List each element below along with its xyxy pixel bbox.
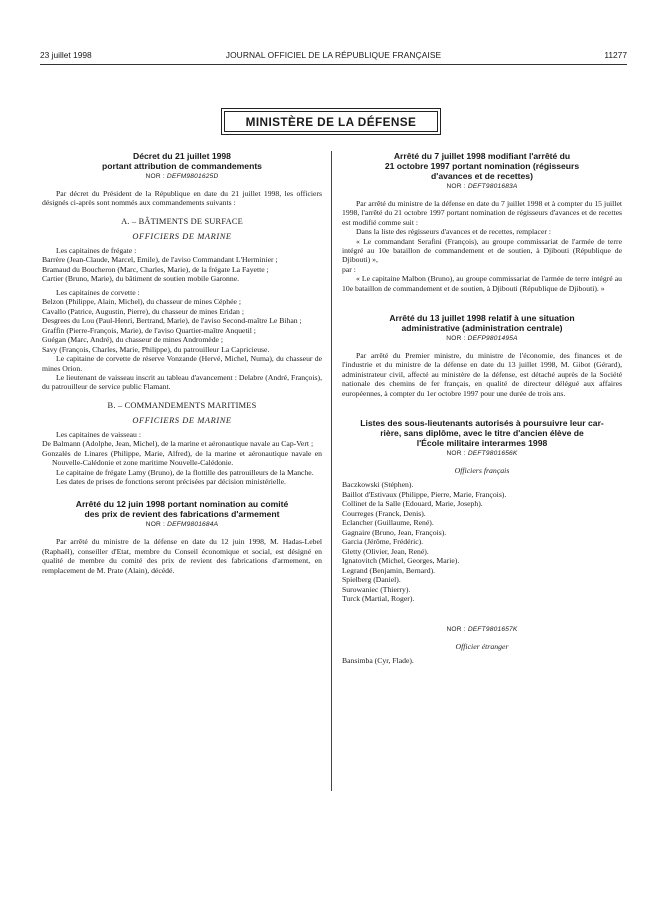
arrete-13-juillet-title: Arrêté du 13 juillet 1998 relatif à une situation administrative (administration centrale) [389,313,575,334]
group-label: Les capitaines de vaisseau : [56,429,141,439]
list-item: Bramaud du Boucheron (Marc, Charles, Marie), de la frégate La Fayette ; [42,264,269,274]
list-item: Surowaniec (Thierry). [342,584,411,594]
arrete-7-juillet-nor: NOR : DEFT9801683A [446,183,518,190]
section-b-title: B. – COMMANDEMENTS MARITIMES [107,400,257,410]
listes-title: Listes des sous-lieutenants autorisés à poursuivre leur car- rière, sans diplôme, avec le titre d'ancien élève de l'École militaire interarmes 1998 [360,418,604,449]
list-item: Bansimba (Cyr, Flade). [342,655,414,665]
officiers-francais-list [342,480,622,604]
section-b-subtitle: OFFICIERS DE MARINE [132,415,232,425]
section-a-subtitle: OFFICIERS DE MARINE [132,231,232,241]
arrete-7-juillet-title: Arrêté du 7 juillet 1998 modifiant l'arrêté du 21 octobre 1997 portant nomination (régisseurs d'avances et de recettes) [384,151,580,181]
list-item: Turck (Martial, Roger). [342,594,415,604]
decree-title: Décret du 21 juillet 1998 portant attribution de commandements [102,151,262,171]
header-journal-title: JOURNAL OFFICIEL DE LA RÉPUBLIQUE FRANÇAISE [225,50,442,60]
officier-etranger-label: Officier étranger [455,641,509,651]
officiers-francais-label: Officiers français [454,466,510,476]
list-item: Cavallo (Patrice, Augustin, Pierre), du chasseur de mines Eridan ; [42,306,244,316]
list-item: Collinet de la Salle (Edouard, Marie, Joseph). [342,499,483,509]
page-header [40,50,627,64]
group-label: Les capitaines de corvette : [56,287,140,297]
paragraph: Par arrêté du ministre de la défense en date du 7 juillet 1998 et à compter du 15 juillet 1998, l'arrêté du 21 octobre 1997 portant nomination de régisseurs d'avances et de recettes est modifié comme suit : [342,199,622,227]
section-a-title: A. – BÂTIMENTS DE SURFACE [121,216,243,226]
paragraph: Dans la liste des régisseurs d'avances et de recettes, remplacer : [356,227,551,237]
paragraph: « Le commandant Serafini (François), au groupe commissariat de l'armée de terre intégré au 10e bataillon de commandement et de soutien, à Djibouti (République de Djibouti) », [342,236,622,265]
list-item: Eclancher (Guillaume, René). [342,518,434,528]
arrete-12-juin-body: Par arrêté du ministre de la défense en date du 12 juin 1998, M. Hadas-Lebel (Raphaël), conseiller d'Etat, membre du Conseil économique et social, est désigné en qualité de membre du comité des prix de revient des fabrications d'armement, en remplacement de M. Prate (Alain), décédé. [42,537,322,575]
paragraph: « Le capitaine Malbon (Bruno), au groupe commissariat de l'armée de terre intégré au 10e bataillon de commandement et de soutien, à Djibouti (République de Djibouti). » [342,274,622,293]
list-item: Legrand (Benjamin, Bernard). [342,565,436,575]
list-item: Baillot d'Estivaux (Philippe, Pierre, Marie, François). [342,489,507,499]
header-date: 23 juillet 1998 [40,50,92,60]
section-a-group1 [42,255,322,284]
header-rule [40,64,627,65]
arrete-13-juillet-body: Par arrêté du Premier ministre, du ministre de l'économie, des finances et de l'industrie et du ministre de la défense en date du 13 juillet 1998, M. Gibot (Gérard), administrateur civil, affecté au ministère de la défense, est détaché auprès de la Société nationale des chemins de fer français, en qualité de directeur délégué aux affaires européennes, à compter du 1er octobre 1997 pour une durée de trois ans. [342,351,622,398]
section-a-group2 [42,297,322,354]
arrete-13-juillet-nor: NOR : DEFP9801495A [446,335,518,343]
arrete-12-juin-nor: NOR : DEFM9801684A [145,521,219,529]
list-item: Gonzalès de Linares (Philippe, Marie, Alfred), de la marine et aéronautique navale en Nouvelle-Calédonie et zone maritime Nouvelle-Calédonie. [42,448,322,468]
paragraph: Le capitaine de corvette de réserve Vonzande (Hervé, Michel, Numa), du chasseur de mines Orion. [42,354,322,373]
list-item: Baczkowski (Stéphen). [342,480,414,490]
section-b-group [42,439,322,468]
ministry-box [221,108,441,135]
list-item: Guégan (Marc, André), du chasseur de mines Andromède ; [42,335,224,345]
left-column [42,151,322,575]
paragraph: Les dates de prises de fonctions seront précisées par décision ministérielle. [56,477,286,487]
paragraph: Le capitaine de frégate Lamy (Bruno), de la flottille des patrouilleurs de la Manche. [56,467,314,477]
officier-etranger-list [342,656,622,666]
list-item: Garcia (Jérôme, Frédéric). [342,537,424,547]
right-column [342,151,622,665]
listes-nor-2: NOR : DEFT9801657K [446,625,518,633]
listes-nor-1: NOR : DEFT9801656K [446,450,518,458]
paragraph: par : [342,264,356,274]
list-item: Desgrees du Lou (Paul-Henri, Bertrand, Marie), de l'aviso Second-maître Le Bihan ; [42,316,302,326]
header-page-number: 11277 [604,50,627,60]
decree-nor: NOR : DEFM9801625D [145,173,219,180]
list-item: Gagnaire (Bruno, Jean, François). [342,527,447,537]
arrete-12-juin-title: Arrêté du 12 juin 1998 portant nomination au comité des prix de revient des fabrications d'armement [75,499,289,520]
list-item: Spielberg (Daniel). [342,575,401,585]
list-item: Barrère (Jean-Claude, Marcel, Emile), de l'aviso Commandant L'Herminier ; [42,255,278,265]
list-item: Ignatovitch (Michel, Georges, Marie). [342,556,460,566]
list-item: Graffin (Pierre-François, Marie), de l'aviso Quartier-maître Anquetil ; [42,325,256,335]
list-item: Courreges (Franck, Denis). [342,508,426,518]
ministry-title: MINISTÈRE DE LA DÉFENSE [224,111,438,132]
paragraph: Le lieutenant de vaisseau inscrit au tableau d'avancement : Delabre (André, François), du patrouilleur de service public Flamant. [42,372,322,392]
list-item: Savy (François, Charles, Marie, Philippe), du patrouilleur La Capricieuse. [42,344,270,354]
column-divider [331,151,332,791]
list-item: De Balmann (Adolphe, Jean, Michel), de la marine et aéronautique navale au Cap-Vert ; [42,439,314,449]
list-item: Cartier (Bruno, Marie), du bâtiment de soutien mobile Garonne. [42,274,240,284]
decree-intro: Par décret du Président de la République en date du 21 juillet 1998, les officiers désignés ci-après sont nommés aux commandements suivants : [42,189,322,208]
list-item: Gletty (Olivier, Jean, René). [342,546,429,556]
group-label: Les capitaines de frégate : [56,245,137,255]
list-item: Belzon (Philippe, Alain, Michel), du chasseur de mines Céphée ; [42,297,241,307]
